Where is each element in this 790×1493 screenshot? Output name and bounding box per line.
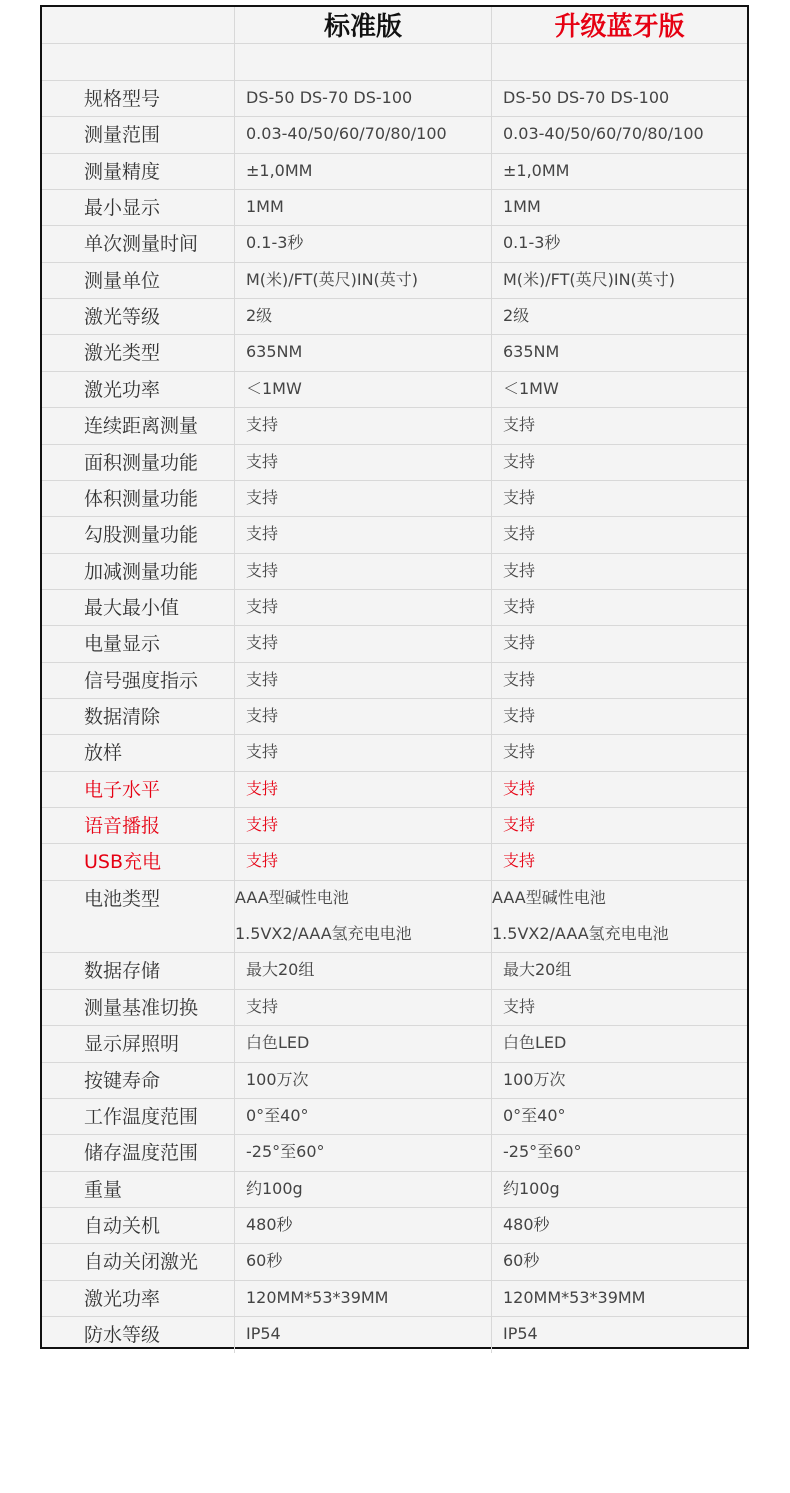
standard-value: 支持 xyxy=(234,663,491,699)
spec-label: 重量 xyxy=(84,1178,123,1201)
spec-label: 电量显示 xyxy=(84,633,161,656)
spacer-cell xyxy=(491,44,747,81)
spec-row xyxy=(42,589,747,626)
spec-label: 测量精度 xyxy=(84,160,161,183)
spec-label: 显示屏照明 xyxy=(84,1033,180,1056)
bluetooth-value: ＜1MW xyxy=(491,372,747,408)
bluetooth-value: 100万次 xyxy=(491,1063,747,1099)
standard-value: 支持 xyxy=(234,554,491,590)
standard-value: DS-50 DS-70 DS-100 xyxy=(234,81,491,117)
standard-value: 635NM xyxy=(234,335,491,371)
bluetooth-value: 约100g xyxy=(491,1172,747,1208)
standard-value: 0.1-3秒 xyxy=(234,226,491,262)
standard-value: 0°至40° xyxy=(234,1099,491,1135)
standard-value: 支持 xyxy=(234,408,491,444)
bluetooth-value: DS-50 DS-70 DS-100 xyxy=(491,81,747,117)
spec-label: 最大最小值 xyxy=(84,596,180,619)
bluetooth-value: 0°至40° xyxy=(491,1099,747,1135)
bluetooth-value: 2级 xyxy=(491,299,747,335)
spec-label: 最小显示 xyxy=(84,197,161,219)
bluetooth-value: 480秒 xyxy=(491,1208,747,1244)
spec-row xyxy=(42,880,747,954)
spec-label: 语音播报 xyxy=(84,815,161,837)
standard-value: -25°至60° xyxy=(234,1135,491,1171)
spec-row xyxy=(42,662,747,699)
spec-label: 自动关机 xyxy=(84,1214,161,1237)
spec-label: 信号强度指示 xyxy=(84,669,199,692)
standard-value-line-1: AAA型碱性电池 xyxy=(235,887,349,907)
spec-row xyxy=(42,989,747,1026)
bluetooth-value: -25°至60° xyxy=(491,1135,747,1171)
bluetooth-value: 0.1-3秒 xyxy=(491,226,747,262)
spec-label: USB充电 xyxy=(84,851,162,874)
spec-row xyxy=(42,771,747,808)
spec-label: 自动关闭激光 xyxy=(84,1251,199,1274)
standard-edition-title: 标准版 xyxy=(234,7,491,43)
spec-label: 单次测量时间 xyxy=(84,233,199,256)
spec-label: 激光功率 xyxy=(84,1287,161,1310)
bluetooth-value: IP54 xyxy=(491,1317,747,1353)
spec-label: 测量范围 xyxy=(84,124,161,147)
standard-value: M(米)/FT(英尺)IN(英寸) xyxy=(234,263,491,299)
spec-label: 电池类型 xyxy=(84,887,161,910)
spec-label: 面积测量功能 xyxy=(84,451,199,474)
spec-table xyxy=(40,5,749,1349)
bluetooth-value: 支持 xyxy=(491,772,747,808)
standard-value: 最大20组 xyxy=(234,953,491,989)
bluetooth-value: 支持 xyxy=(491,445,747,481)
spec-row xyxy=(42,444,747,481)
standard-value: 480秒 xyxy=(234,1208,491,1244)
standard-value: 支持 xyxy=(234,808,491,844)
spec-label: 工作温度范围 xyxy=(84,1105,199,1128)
bluetooth-value: 635NM xyxy=(491,335,747,371)
standard-value-line-2: 1.5VX2/AAA氢充电电池 xyxy=(235,924,412,944)
standard-value: 支持 xyxy=(234,481,491,517)
standard-value: 支持 xyxy=(234,445,491,481)
bluetooth-value-line-2: 1.5VX2/AAA氢充电电池 xyxy=(492,924,669,944)
bluetooth-value: 0.03-40/50/60/70/80/100 xyxy=(491,117,747,153)
spec-row xyxy=(42,516,747,553)
bluetooth-value: 支持 xyxy=(491,808,747,844)
spec-row xyxy=(42,1134,747,1171)
standard-value: 1MM xyxy=(234,190,491,226)
spec-row xyxy=(42,625,747,662)
standard-value: 120MM*53*39MM xyxy=(234,1281,491,1317)
bluetooth-edition-title: 升级蓝牙版 xyxy=(491,7,747,43)
spec-label: 测量单位 xyxy=(84,269,161,292)
spec-row xyxy=(42,262,747,299)
standard-value: 支持 xyxy=(234,772,491,808)
standard-value: 100万次 xyxy=(234,1063,491,1099)
spec-row xyxy=(42,553,747,590)
standard-value: IP54 xyxy=(234,1317,491,1353)
spec-row xyxy=(42,1062,747,1099)
standard-value: 白色LED xyxy=(234,1026,491,1062)
spec-label: 勾股测量功能 xyxy=(84,524,199,547)
standard-value: 支持 xyxy=(234,844,491,880)
spacer-cell xyxy=(234,44,491,81)
spec-row xyxy=(42,1207,747,1244)
bluetooth-value: 120MM*53*39MM xyxy=(491,1281,747,1317)
bluetooth-value: 支持 xyxy=(491,554,747,590)
spec-row xyxy=(42,1025,747,1062)
spec-row xyxy=(42,807,747,844)
bluetooth-value-line-1: AAA型碱性电池 xyxy=(492,887,606,907)
bluetooth-value: 最大20组 xyxy=(491,953,747,989)
spec-label: 放样 xyxy=(84,742,123,765)
standard-value: ±1,0MM xyxy=(234,154,491,190)
standard-value: 支持 xyxy=(234,990,491,1026)
spec-row xyxy=(42,1171,747,1208)
standard-value: 0.03-40/50/60/70/80/100 xyxy=(234,117,491,153)
spec-label: 连续距离测量 xyxy=(84,415,199,438)
spec-row xyxy=(42,1316,747,1353)
standard-value: ＜1MW xyxy=(234,372,491,408)
bluetooth-value: 支持 xyxy=(491,990,747,1026)
spec-label: 加减测量功能 xyxy=(84,560,199,583)
spec-row xyxy=(42,843,747,880)
bluetooth-value: 支持 xyxy=(491,408,747,444)
standard-value: 约100g xyxy=(234,1172,491,1208)
bluetooth-value xyxy=(491,881,747,954)
spacer-cell xyxy=(42,44,234,81)
standard-value: 支持 xyxy=(234,699,491,735)
spec-row xyxy=(42,1098,747,1135)
spec-row xyxy=(42,298,747,335)
spec-row xyxy=(42,407,747,444)
spec-label: 按键寿命 xyxy=(84,1069,161,1092)
bluetooth-value: 支持 xyxy=(491,699,747,735)
spec-row xyxy=(42,480,747,517)
standard-value: 2级 xyxy=(234,299,491,335)
bluetooth-value: 支持 xyxy=(491,626,747,662)
spec-label: 激光功率 xyxy=(84,378,161,401)
bluetooth-value: ±1,0MM xyxy=(491,154,747,190)
standard-value: 支持 xyxy=(234,735,491,771)
standard-value: 支持 xyxy=(234,517,491,553)
standard-value xyxy=(234,881,491,954)
spec-label: 数据清除 xyxy=(84,706,161,728)
spec-label: 规格型号 xyxy=(84,88,161,110)
bluetooth-value: 白色LED xyxy=(491,1026,747,1062)
spec-label: 体积测量功能 xyxy=(84,487,199,510)
spec-row xyxy=(42,153,747,190)
spec-label: 防水等级 xyxy=(84,1323,161,1346)
standard-value: 支持 xyxy=(234,626,491,662)
spec-label: 激光等级 xyxy=(84,306,161,329)
spec-row xyxy=(42,334,747,371)
bluetooth-value: 支持 xyxy=(491,517,747,553)
bluetooth-value: 1MM xyxy=(491,190,747,226)
bluetooth-value: 支持 xyxy=(491,481,747,517)
spacer-row xyxy=(42,43,747,81)
spec-row xyxy=(42,116,747,153)
bluetooth-value: M(米)/FT(英尺)IN(英寸) xyxy=(491,263,747,299)
standard-value: 60秒 xyxy=(234,1244,491,1280)
spec-row xyxy=(42,698,747,735)
spec-label: 数据存储 xyxy=(84,960,161,983)
spec-row xyxy=(42,1243,747,1280)
header-row xyxy=(42,7,747,43)
spec-row xyxy=(42,80,747,117)
spec-label: 电子水平 xyxy=(84,778,161,801)
spec-label: 激光类型 xyxy=(84,342,161,365)
bluetooth-value: 支持 xyxy=(491,844,747,880)
spec-label: 储存温度范围 xyxy=(84,1142,199,1165)
spec-row xyxy=(42,189,747,226)
spec-row xyxy=(42,952,747,989)
bluetooth-value: 支持 xyxy=(491,735,747,771)
standard-value: 支持 xyxy=(234,590,491,626)
spec-row xyxy=(42,225,747,262)
spec-row xyxy=(42,371,747,408)
header-blank-cell xyxy=(42,7,234,43)
spec-row xyxy=(42,734,747,771)
bluetooth-value: 60秒 xyxy=(491,1244,747,1280)
spec-row xyxy=(42,1280,747,1317)
bluetooth-value: 支持 xyxy=(491,663,747,699)
spec-label: 测量基准切换 xyxy=(84,996,199,1019)
bluetooth-value: 支持 xyxy=(491,590,747,626)
